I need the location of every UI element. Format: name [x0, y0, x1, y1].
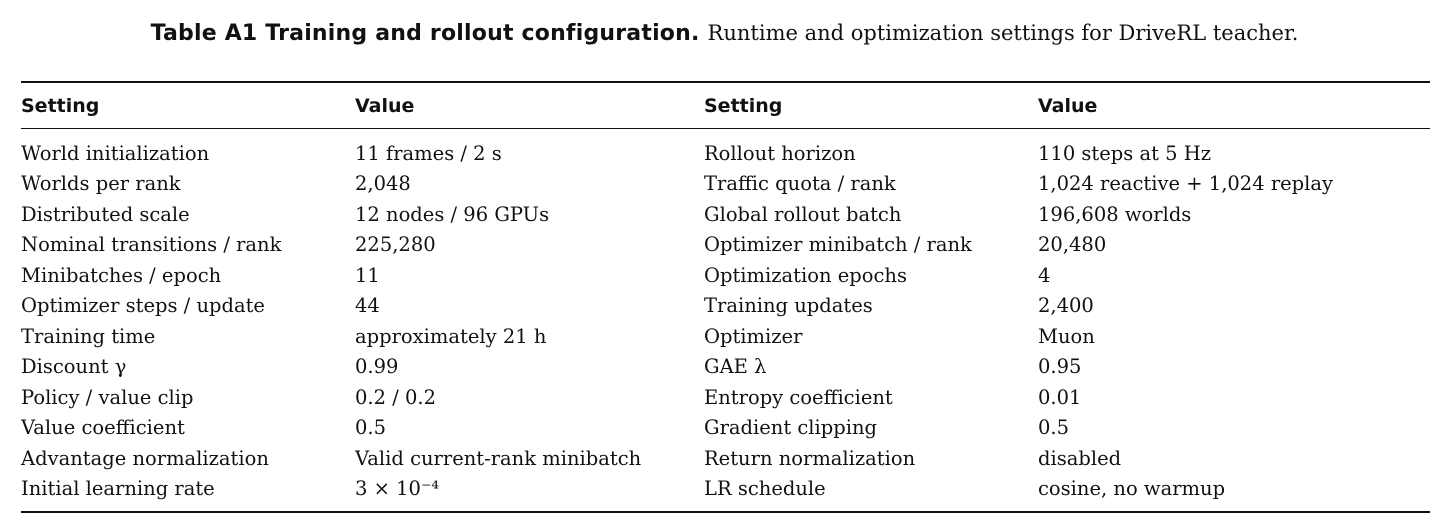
setting-cell: Value coefficient — [21, 416, 185, 440]
setting-cell: Gradient clipping — [704, 416, 878, 440]
value-cell: 44 — [355, 294, 380, 318]
table-row — [21, 474, 1430, 505]
header-value-left: Value — [355, 94, 415, 117]
setting-cell: Training updates — [704, 294, 873, 318]
setting-cell: Rollout horizon — [704, 141, 856, 165]
setting-cell: Optimizer steps / update — [21, 294, 265, 318]
setting-cell: Entropy coefficient — [704, 385, 893, 409]
value-cell: 0.99 — [355, 355, 399, 379]
header-setting-right: Setting — [704, 94, 783, 117]
table-caption-label: Table A1 Training and rollout configuration. — [150, 21, 700, 46]
table-row — [21, 169, 1430, 200]
value-cell: 11 — [355, 263, 380, 287]
table-row — [21, 382, 1430, 413]
value-cell: 4 — [1038, 263, 1051, 287]
value-cell: 20,480 — [1038, 233, 1107, 257]
table-row — [21, 291, 1430, 322]
value-cell: 0.01 — [1038, 385, 1082, 409]
value-cell: 0.2 / 0.2 — [355, 385, 436, 409]
value-cell: disabled — [1038, 446, 1122, 470]
setting-cell: Distributed scale — [21, 202, 190, 226]
setting-cell: Policy / value clip — [21, 385, 194, 409]
value-cell: 110 steps at 5 Hz — [1038, 141, 1212, 165]
setting-cell: Optimizer minibatch / rank — [704, 233, 972, 257]
setting-cell: Minibatches / epoch — [21, 263, 222, 287]
header-value-right: Value — [1038, 94, 1098, 117]
setting-cell: LR schedule — [704, 477, 826, 501]
table-row — [21, 321, 1430, 352]
setting-cell: Discount γ — [21, 355, 127, 379]
table-row — [21, 443, 1430, 474]
value-cell: cosine, no warmup — [1038, 477, 1226, 501]
setting-cell: Return normalization — [704, 446, 916, 470]
setting-cell: Advantage normalization — [21, 446, 269, 470]
value-cell: 0.95 — [1038, 355, 1082, 379]
value-cell: 2,048 — [355, 172, 411, 196]
value-cell: 0.5 — [1038, 416, 1070, 440]
setting-cell: GAE λ — [704, 355, 767, 379]
table-row — [21, 230, 1430, 261]
value-cell: 1,024 reactive + 1,024 replay — [1038, 172, 1334, 196]
table-caption-text: Runtime and optimization settings for DriveRL teacher. — [707, 21, 1299, 45]
value-cell: Valid current-rank minibatch — [355, 446, 642, 470]
setting-cell: Global rollout batch — [704, 202, 902, 226]
value-cell: approximately 21 h — [355, 324, 547, 348]
header-setting-left: Setting — [21, 94, 100, 117]
value-cell: 0.5 — [355, 416, 387, 440]
value-cell: 11 frames / 2 s — [355, 141, 502, 165]
setting-cell: World initialization — [21, 141, 210, 165]
table-row — [21, 199, 1430, 230]
setting-cell: Worlds per rank — [21, 172, 181, 196]
setting-cell: Traffic quota / rank — [704, 172, 896, 196]
value-cell: 2,400 — [1038, 294, 1094, 318]
setting-cell: Optimizer — [704, 324, 803, 348]
table-row — [21, 128, 1430, 169]
setting-cell: Optimization epochs — [704, 263, 907, 287]
setting-cell: Training time — [21, 324, 156, 348]
value-cell: Muon — [1038, 324, 1095, 348]
table-row — [21, 413, 1430, 444]
header-row — [21, 83, 1430, 128]
table-caption — [0, 16, 1449, 51]
value-cell: 196,608 worlds — [1038, 202, 1192, 226]
setting-cell: Initial learning rate — [21, 477, 215, 501]
table-row — [21, 260, 1430, 291]
setting-cell: Nominal transitions / rank — [21, 233, 282, 257]
bottom-rule — [21, 511, 1430, 513]
configuration-table — [21, 83, 1430, 504]
table-row — [21, 352, 1430, 383]
value-cell: 225,280 — [355, 233, 436, 257]
value-cell: 3 × 10⁻⁴ — [355, 477, 440, 501]
value-cell: 12 nodes / 96 GPUs — [355, 202, 550, 226]
